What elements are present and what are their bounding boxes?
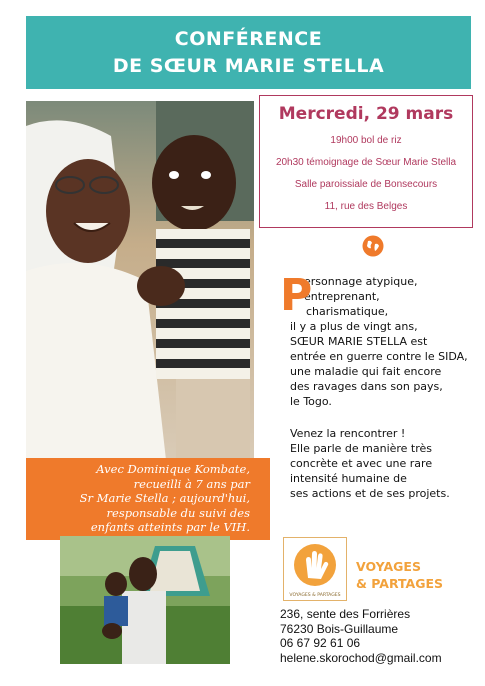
secondary-photo-illustration — [60, 536, 230, 664]
main-photo — [26, 101, 254, 460]
contact-block — [280, 607, 442, 665]
drop-cap: P — [280, 270, 313, 321]
description-line: une maladie qui fait encore — [290, 365, 442, 378]
invite-line: concrète et avec une rare — [290, 457, 433, 470]
caption-line: enfants atteints par le VIH. — [90, 520, 250, 534]
caption-line: responsable du suivi des — [106, 505, 250, 520]
invite-line: Elle parle de manière très — [290, 442, 433, 455]
main-photo-illustration — [26, 101, 254, 460]
event-line: 11, rue des Belges — [324, 201, 408, 212]
description-line: SŒUR MARIE STELLA est — [290, 335, 428, 348]
description-text — [280, 270, 480, 501]
organizer-name — [356, 558, 443, 592]
description-line: des ravages dans son pays, — [290, 380, 443, 393]
event-info-box — [259, 95, 473, 228]
email-address: helene.skorochod@gmail.com — [280, 650, 442, 665]
title-banner — [26, 16, 471, 89]
invite-line: ses actions et de ses projets. — [290, 487, 450, 500]
description-line: charismatique, — [306, 305, 389, 318]
secondary-photo — [60, 536, 230, 664]
description-line: entrée en guerre contre le SIDA, — [290, 350, 468, 363]
logo-caption: VOYAGES & PARTAGES — [289, 593, 341, 598]
invite-line: Venez la rencontrer ! — [290, 427, 406, 440]
hand-logo-icon — [284, 538, 346, 600]
title-line-2: DE SŒUR MARIE STELLA — [112, 54, 385, 77]
invite-line: intensité humaine de — [290, 472, 407, 485]
address-line-1: 236, sente des Forrières — [280, 607, 411, 621]
description-line: ersonnage atypique, — [304, 275, 418, 288]
address-line-2: 76230 Bois-Guillaume — [280, 621, 399, 636]
caption-line: Sr Marie Stella ; aujourd'hui, — [79, 491, 250, 505]
title-line-1: CONFÉRENCE — [174, 27, 323, 50]
event-date: Mercredi, 29 mars — [278, 104, 454, 124]
caption-line: Avec Dominique Kombate, — [96, 462, 250, 476]
caption-line: recueilli à 7 ans par — [133, 476, 250, 491]
description-line: le Togo. — [290, 395, 332, 408]
organizer-logo — [283, 537, 347, 601]
event-line: 20h30 témoignage de Sœur Marie Stella — [275, 157, 457, 168]
globe-icon — [362, 235, 384, 257]
phone-number: 06 67 92 61 06 — [280, 636, 361, 650]
event-line: 19h00 bol de riz — [330, 135, 402, 146]
photo-caption — [26, 458, 270, 540]
description-line: entreprenant, — [304, 290, 380, 303]
description-line: il y a plus de vingt ans, — [290, 320, 418, 333]
event-line: Salle paroissiale de Bonsecours — [294, 179, 438, 190]
organizer-name-line-2: & PARTAGES — [356, 576, 444, 591]
organizer-name-line-1: VOYAGES — [356, 559, 421, 574]
